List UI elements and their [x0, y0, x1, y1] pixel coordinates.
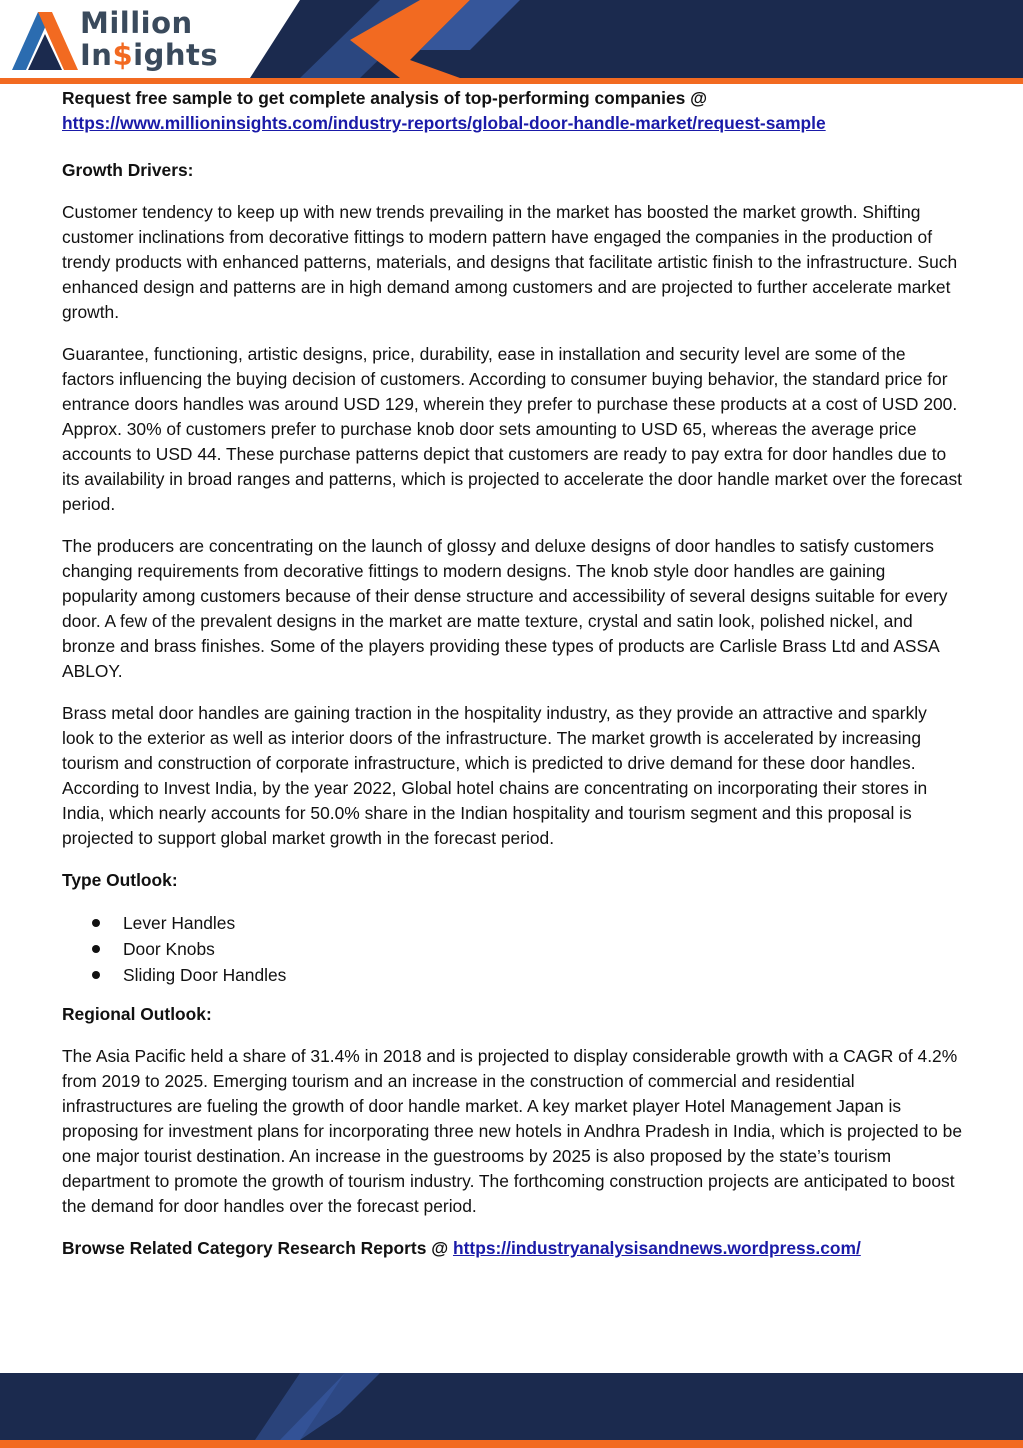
- logo-name-line2: [80, 38, 218, 72]
- page-footer: [0, 1373, 1023, 1448]
- logo-name-line1: Million: [80, 6, 193, 40]
- growth-paragraph-3: The producers are concentrating on the launch of glossy and deluxe designs of door handles to satisfy customers changing requirements from decorative fittings to modern designs. The knob style door handles are gaining popularity among customers because of their dense structure and accessibility of several designs suitable for every door. A few of the prevalent designs in the market are matte texture, crystal and satin look, polished nickel, and bronze and brass finishes. Some of the players providing these types of products are Carlisle Brass Ltd and ASSA ABLOY.: [62, 536, 948, 681]
- list-item-label: Lever Handles: [123, 913, 236, 933]
- browse-related-text: Browse Related Category Research Reports @: [62, 1238, 453, 1258]
- browse-related-paragraph: [62, 1236, 962, 1261]
- bullet-icon: [92, 971, 100, 979]
- list-item-label: Door Knobs: [123, 939, 215, 959]
- list-item: [123, 962, 962, 988]
- list-item-label: Sliding Door Handles: [123, 965, 287, 985]
- type-outlook-list: [62, 910, 962, 988]
- type-outlook-heading: Type Outlook:: [62, 870, 178, 890]
- page-header: [0, 0, 1023, 86]
- browse-related-link[interactable]: https://industryanalysisandnews.wordpress.com/: [452, 1238, 861, 1258]
- bullet-icon: [92, 919, 100, 927]
- bullet-icon: [92, 945, 100, 953]
- request-sample-text: Request free sample to get complete analysis of top-performing companies @: [62, 88, 708, 108]
- request-sample-paragraph: [62, 86, 962, 136]
- list-item: [123, 936, 962, 962]
- regional-paragraph: The Asia Pacific held a share of 31.4% in 2018 and is projected to display considerable growth with a CAGR of 4.2% from 2019 to 2025. Emerging tourism and an increase in the construction of commercial and residential infrastructures are fueling the growth of door handle market. A key market player Hotel Management Japan is proposing for investment plans for incorporating three new hotels in Andhra Pradesh in India, which is projected to be one major tourist destination. An increase in the guestrooms by 2025 is also proposed by the state’s tourism department to promote the growth of tourism industry. The forthcoming construction projects are anticipated to boost the demand for door handles over the forecast period.: [62, 1046, 963, 1216]
- growth-drivers-heading: Growth Drivers:: [62, 160, 194, 180]
- list-item: [123, 910, 962, 936]
- request-sample-link[interactable]: https://www.millioninsights.com/industry-reports/global-door-handle-market/request-sample: [62, 113, 826, 133]
- document-body: [62, 86, 962, 1278]
- logo-dollar-mark: $: [112, 38, 134, 72]
- growth-paragraph-2: Guarantee, functioning, artistic designs, price, durability, ease in installation and security level are some of the factors influencing the buying decision of customers. According to consumer buying behavior, the standard price for entrance doors handles was around USD 129, wherein they prefer to purchase these products at a cost of USD 200. Approx. 30% of customers prefer to purchase knob door sets amounting to USD 65, whereas the average price accounts to USD 44. These purchase patterns depict that customers are ready to pay extra for door handles due to its availability in broad ranges and patterns, which is projected to accelerate the door handle market over the forecast period.: [62, 344, 962, 514]
- growth-paragraph-4: Brass metal door handles are gaining traction in the hospitality industry, as they provide an attractive and sparkly look to the exterior as well as interior doors of the infrastructure. The market growth is accelerated by increasing tourism and construction of corporate infrastructure, which is predicted to drive demand for these door handles. According to Invest India, by the year 2022, Global hotel chains are concentrating on incorporating their stores in India, which nearly accounts for 50.0% share in the Indian hospitality and tourism segment and this proposal is projected to support global market growth in the forecast period.: [62, 703, 928, 848]
- regional-outlook-heading: Regional Outlook:: [62, 1004, 212, 1024]
- footer-banner: [0, 1373, 1023, 1448]
- logo-name-part: In: [80, 38, 113, 72]
- logo-name-part: ights: [133, 38, 219, 72]
- growth-paragraph-1: Customer tendency to keep up with new trends prevailing in the market has boosted the market growth. Shifting customer inclinations from decorative fittings to modern pattern have engaged the companies in the production of trendy products with enhanced patterns, materials, and designs that facilitate artistic finish to the infrastructure. Such enhanced design and patterns are in high demand among customers and are projected to further accelerate market growth.: [62, 202, 958, 322]
